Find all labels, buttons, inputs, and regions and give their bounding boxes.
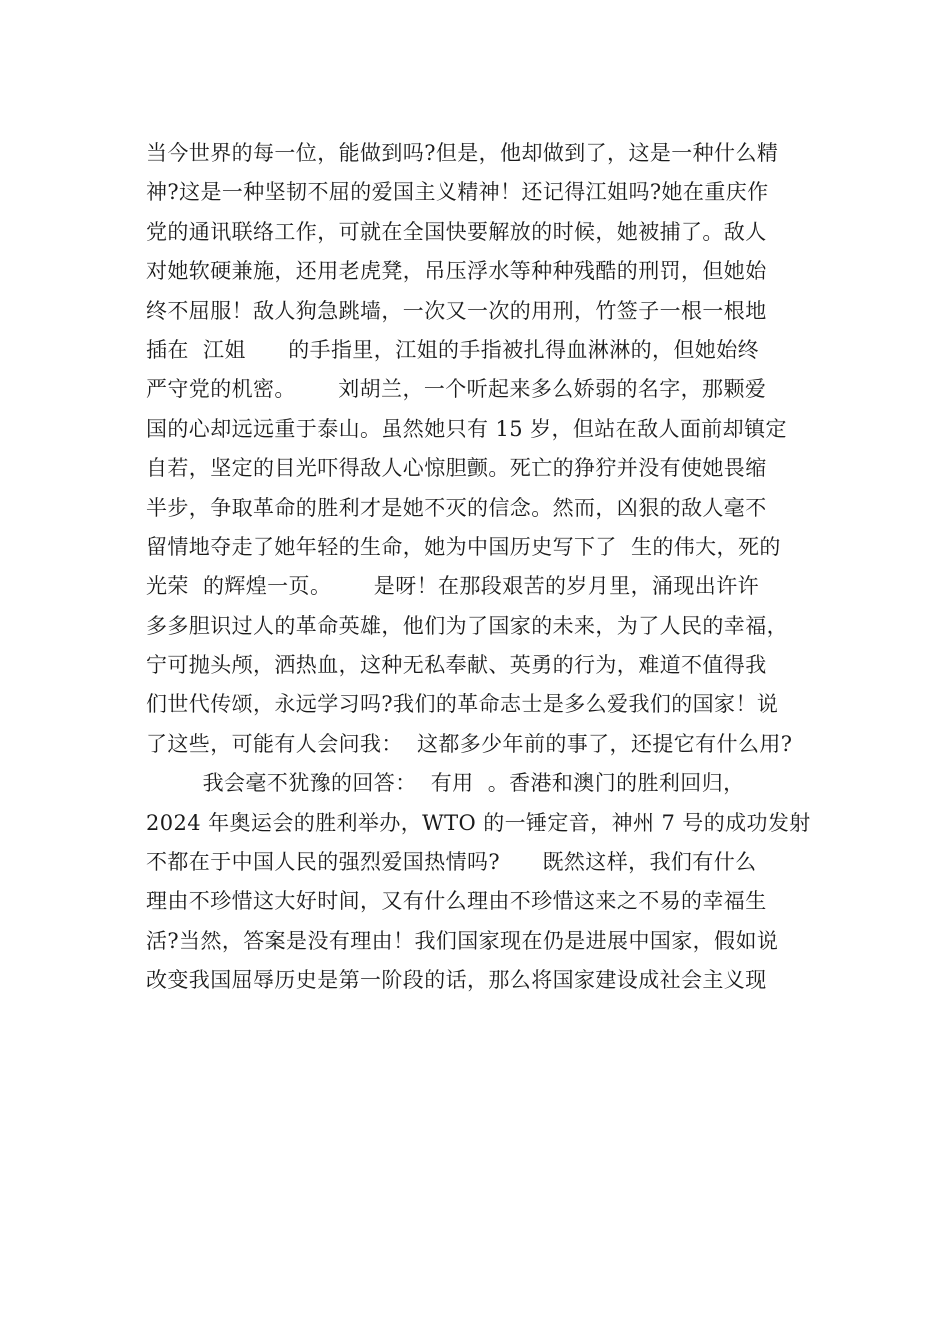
text-line: 活?当然，答案是没有理由！我们国家现在仍是进展中国家，假如说	[146, 928, 779, 953]
text-line: 党的通讯联络工作，可就在全国快要解放的时候，她被捕了。敌人	[146, 219, 767, 244]
text-line: 我会毫不犹豫的回答： 有用 。香港和澳门的胜利回归，	[146, 771, 745, 796]
text-line: 理由不珍惜这大好时间，又有什么理由不珍惜这来之不易的幸福生	[146, 889, 767, 914]
text-line: 2024 年奥运会的胜利举办，WTO 的一锤定音，神州 7 号的成功发射	[146, 810, 811, 835]
text-line: 自若，坚定的目光吓得敌人心惊胆颤。死亡的狰狞并没有使她畏缩	[146, 456, 767, 481]
text-line: 多多胆识过人的革命英雄，他们为了国家的未来，为了人民的幸福，	[146, 613, 788, 638]
text-line: 改变我国屈辱历史是第一阶段的话，那么将国家建设成社会主义现	[146, 968, 767, 993]
text-line: 留情地夺走了她年轻的生命，她为中国历史写下了 生的伟大，死的	[146, 534, 781, 559]
text-line: 终不屈服！敌人狗急跳墙，一次又一次的用刑，竹签子一根一根地	[146, 298, 767, 323]
text-line: 神?这是一种坚韧不屈的爱国主义精神！还记得江姐吗?她在重庆作	[146, 180, 769, 205]
text-line: 对她软硬兼施，还用老虎凳，吊压浮水等种种残酷的刑罚，但她始	[146, 259, 767, 284]
text-line: 当今世界的每一位，能做到吗?但是，他却做到了，这是一种什么精	[146, 141, 779, 165]
text-line: 不都在于中国人民的强烈爱国热情吗? 既然这样，我们有什么	[146, 850, 757, 875]
text-line: 半步，争取革命的胜利才是她不灭的信念。然而，凶狠的敌人毫不	[146, 495, 767, 520]
text-line: 插在 江姐 的手指里，江姐的手指被扎得血淋淋的，但她始终	[146, 337, 759, 362]
text-line: 了这些，可能有人会问我： 这都多少年前的事了，还提它有什么用?	[146, 731, 793, 756]
text-line: 国的心却远远重于泰山。虽然她只有 15 岁，但站在敌人面前却镇定	[146, 416, 787, 441]
text-line: 们世代传颂，永远学习吗?我们的革命志士是多么爱我们的国家！说	[146, 692, 779, 717]
body-text	[146, 134, 826, 1001]
text-line: 严守党的机密。 刘胡兰，一个听起来多么娇弱的名字，那颗爱	[146, 377, 767, 402]
text-line: 宁可抛头颅，洒热血，这种无私奉献、英勇的行为，难道不值得我	[146, 653, 767, 678]
text-line: 光荣 的辉煌一页。 是呀！在那段艰苦的岁月里，涌现出许许	[146, 574, 759, 599]
